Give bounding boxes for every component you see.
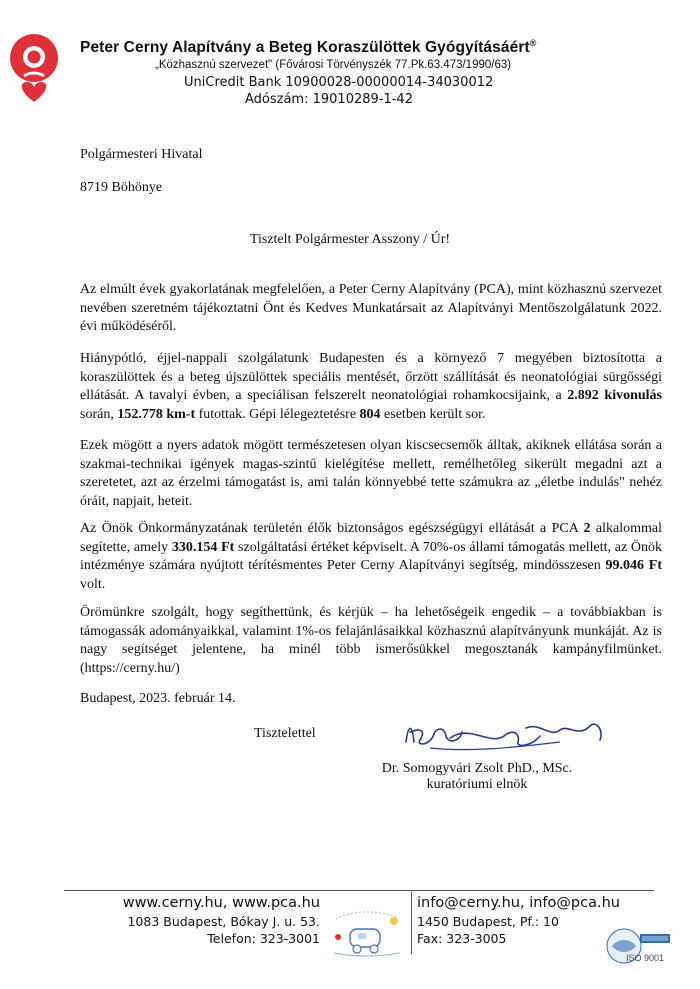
organization-name-text: Peter Cerny Alapítvány a Beteg Koraszülöttek Gyógyításáért [80, 39, 530, 57]
paragraph-text: során, [80, 406, 118, 422]
paragraph-text: alkalommal segítette, amely [80, 521, 662, 555]
organization-subtitle: „Közhasznú szervezet" (Fővárosi Törvényszék 77.Pk.63.473/1990/63) [155, 59, 512, 71]
paragraph-text: esetben került sor. [380, 406, 486, 422]
paragraph-care: Ezek mögött a nyers adatok mögött természetesen olyan kiscsecsemők álltak, akiknek ellátása során a szakmai-technikai igények magas-szintű kielégítése mellett, remélhetőleg sikerült megadni azt a szeretetet, azt az érzelmi támogatást is, ami talán könnyebbé tette számukra az „életbe indulás" nehéz óráit, napjait, heteit. [80, 438, 662, 509]
paragraph-request: Örömünkre szolgált, hogy segíthettünk, és kérjük – ha lehetőségeik engedik – a továbbiakban is támogassák adományaikkal, valamint 1%-os felajánlásaikkal közhasznú alapítványunk munkáját. Az is nagy segítséget jelentene, ha minél több ismerősükkel megosztanák kampányfilmünket. (https://cerny.hu/) [80, 605, 662, 676]
recipient-address: 8719 Böhönye [80, 180, 163, 195]
trip-count: 2.892 kivonulás [567, 388, 663, 403]
assist-count: 2 [583, 521, 591, 536]
footer-fax: Fax: 323-3005 [417, 931, 507, 946]
heart-logo-icon [8, 32, 60, 104]
footer-websites[interactable]: www.cerny.hu, www.pca.hu [122, 895, 320, 911]
paragraph-local-support [80, 520, 662, 594]
organization-name [80, 38, 536, 57]
paragraph-text: Az Önök Önkormányzatának területén élők biztonságos egészségügyi ellátását a PCA [80, 521, 584, 536]
footer-emails[interactable]: info@cerny.hu, info@pca.hu [417, 895, 620, 911]
footer-address-left: 1083 Budapest, Bókay J. u. 53. [127, 914, 320, 929]
paragraph-text: volt. [80, 576, 106, 592]
service-value: 330.154 Ft [171, 539, 235, 555]
free-support-value: 99.046 Ft [605, 558, 662, 573]
registered-mark: ® [529, 38, 537, 48]
tax-number: Adószám: 19010289-1-42 [245, 92, 413, 107]
ventilation-count: 804 [359, 406, 381, 422]
footer-phone: Telefon: 323-3001 [207, 931, 320, 946]
footer-column-divider [411, 892, 412, 954]
paragraph-text: Hiánypótló, éjjel-nappali szolgálatunk Budapesten és a környező 7 megyében biztosította a koraszülöttek és a beteg újszülöttek speciális mentését, őrzött szállítását és neonatológiai sürgősségi ellátását. A tavalyi évben, a speciálisan felszerelt neonatológiai rohamkocsijaink, a [80, 351, 662, 403]
signer-title: kuratóriumi elnök [426, 777, 528, 792]
paragraph-text: szolgáltatási értéket képviselt. A 70%-os állami támogatás mellett, az Önök intézménye számára nyújtott térítésmentes Peter Cerny Alapítványi segítség, mindösszesen [80, 539, 663, 573]
distance-km: 152.778 km-t [117, 406, 196, 422]
ambulance-mascot-icon [324, 907, 406, 959]
paragraph-text: futottak. Gépi lélegeztetésre [195, 406, 360, 422]
signer-name: Dr. Somogyvári Zsolt PhD., MSc. [381, 761, 573, 776]
date-line: Budapest, 2023. február 14. [80, 691, 236, 706]
signature-icon [400, 712, 610, 760]
paragraph-statistics [80, 350, 662, 424]
paragraph-intro: Az elmúlt évek gyakorlatának megfelelően, a Peter Cerny Alapítvány (PCA), mint közhasznú szervezet nevében szeretném tájékoztatni Önt és Kedves Munkatársait az Alapítványi Mentőszolgálatunk 2022. évi működéséről. [80, 282, 662, 334]
closing: Tisztelettel [254, 726, 316, 741]
greeting: Tisztelt Polgármester Asszony / Úr! [249, 232, 451, 247]
footer-address-right: 1450 Budapest, Pf.: 10 [417, 914, 559, 929]
footer-divider-line [64, 890, 654, 891]
iso-label: ISO 9001 [626, 953, 665, 963]
recipient-name: Polgármesteri Hivatal [80, 147, 203, 162]
bank-account: UniCredit Bank 10900028-00000014-34030012 [184, 75, 494, 90]
